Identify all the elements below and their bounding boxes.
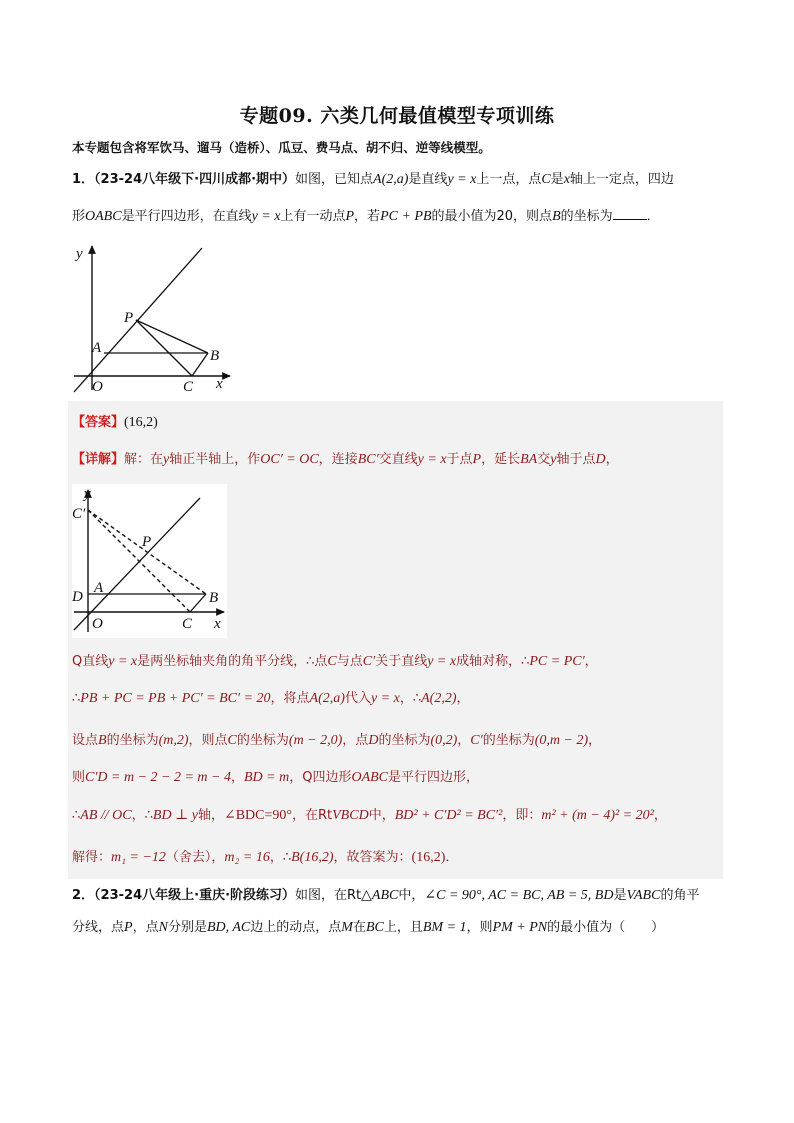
text: 的坐标为: [482, 733, 535, 748]
math: BC: [365, 920, 384, 935]
math: PC = PC′: [529, 654, 585, 669]
text: 成轴对称，: [456, 654, 522, 669]
text: 形: [72, 209, 86, 224]
text: 代入: [344, 691, 371, 706]
math: A(2,2): [421, 691, 457, 706]
math: △ABC: [361, 888, 399, 903]
label-B: B: [209, 590, 219, 606]
answer-tag: 【答案】: [72, 415, 125, 430]
label-D: D: [72, 589, 83, 605]
answer-value: (16,2): [124, 415, 158, 430]
segment-BC: [192, 353, 208, 376]
text: 是: [550, 172, 564, 187]
text: 关于直线: [375, 654, 428, 669]
text: 的坐标为: [236, 733, 289, 748]
text: 设点: [72, 733, 99, 748]
text: 是: [613, 888, 627, 903]
math: m₂ = 16: [224, 850, 270, 865]
q1-solution-figure: [72, 484, 227, 638]
text: ，: [230, 770, 244, 785]
text: 解：在: [124, 452, 164, 467]
text: ，点: [132, 920, 159, 935]
text: ，连接: [318, 452, 358, 467]
text: Q: [72, 654, 83, 669]
math: (16,2): [411, 850, 446, 865]
math: PB + PC = PB + PC′ = BC′ = 20: [80, 691, 271, 706]
math: M: [341, 920, 353, 935]
answer-blank: [613, 207, 647, 220]
label-C: C: [182, 616, 193, 632]
math: N: [158, 920, 168, 935]
label-x: x: [216, 376, 223, 392]
line-y-equals-x: [74, 248, 202, 392]
text: 的角平: [660, 888, 700, 903]
math: C: [327, 654, 337, 669]
math: ∠C = 90°, AC = BC, AB = 5, BD: [424, 888, 614, 903]
text: ，故答案为：: [333, 850, 412, 865]
text: 的坐标为: [560, 209, 613, 224]
text: 分别是: [167, 920, 207, 935]
label-y: y: [84, 486, 91, 502]
text: 是两坐标轴夹角的角平分线，: [137, 654, 307, 669]
label-O: O: [92, 379, 103, 395]
detail-line-5: [72, 768, 724, 788]
text: 的最小值为（ ）: [547, 920, 665, 935]
label-P: P: [142, 534, 152, 550]
text: 上一点，点: [476, 172, 542, 187]
detail-line-7: [72, 848, 724, 868]
text: ，: [605, 452, 619, 467]
text: 是平行四边形，: [388, 770, 480, 785]
text: 分线，点: [72, 920, 125, 935]
math: C′: [470, 733, 483, 748]
text: ．: [445, 850, 459, 865]
math: y = x: [447, 172, 477, 187]
text: 于点: [446, 452, 473, 467]
math: OABC: [85, 209, 122, 224]
text: 是平行四边形，在直线: [121, 209, 252, 224]
math: C′: [362, 654, 376, 669]
q2-number: 2．: [72, 888, 95, 903]
label-B: B: [210, 348, 220, 364]
text: ，则: [466, 920, 493, 935]
line-y-equals-x: [74, 498, 200, 630]
text: ∴: [72, 808, 81, 823]
q1-solution-diagram: [72, 484, 227, 634]
text: 交: [537, 452, 551, 467]
math: OC′ = OC: [260, 452, 319, 467]
text: ，∴: [269, 850, 292, 865]
math: B(16,2): [291, 850, 334, 865]
text: 的最小值为20，则点: [431, 209, 553, 224]
math: AB // OC: [80, 808, 132, 823]
label-O: O: [92, 616, 103, 632]
math: y = x: [427, 654, 457, 669]
q2-line-2: [72, 918, 724, 938]
text: 轴正半轴上，作: [169, 452, 261, 467]
math: P: [472, 452, 482, 467]
math: B: [98, 733, 107, 748]
math: A(2,a): [309, 691, 345, 706]
math: BD, AC: [206, 920, 251, 935]
math: VABC: [626, 888, 661, 903]
text: 的坐标为: [106, 733, 159, 748]
topic-intro: 本专题包含将军饮马、遛马（造桥）、瓜豆、费马点、胡不归、逆等线模型。: [72, 140, 491, 155]
detail-line-4: [72, 731, 724, 751]
text: 的坐标为: [378, 733, 431, 748]
math: BM = 1: [422, 920, 467, 935]
math: m² + (m − 4)² = 20²: [541, 808, 654, 823]
math: A(2,a): [373, 172, 409, 187]
math: y: [550, 452, 557, 467]
math: D: [368, 733, 379, 748]
segment-PC: [136, 320, 192, 376]
text: 是直线: [408, 172, 448, 187]
text: ，即：: [502, 808, 542, 823]
text: 如图，已知点: [295, 172, 374, 187]
q2-line-1: [72, 886, 724, 906]
q1-line-2: [72, 207, 724, 227]
q1-source: （23-24八年级下·四川成都·期中）: [94, 172, 296, 187]
text: ，Q四边形: [289, 770, 352, 785]
detail-line-3: [72, 689, 724, 709]
detail-line-6: [72, 806, 724, 826]
math: PC + PB: [380, 209, 432, 224]
page-title: 专题09. 六类几何最值模型专项训练: [239, 105, 555, 127]
math: y = x: [108, 654, 138, 669]
dashed-C2B: [88, 510, 206, 594]
math: PM + PN: [492, 920, 548, 935]
math: y = x: [251, 209, 281, 224]
q2-source: （23-24八年级上·重庆·阶段练习）: [94, 888, 296, 903]
math: B: [552, 209, 561, 224]
text: 上，且: [383, 920, 423, 935]
text: ，则点: [188, 733, 228, 748]
math: BA: [520, 452, 538, 467]
label-C: C: [183, 379, 194, 395]
segment-PB: [136, 320, 208, 353]
math: y = x: [417, 452, 447, 467]
text: 轴上一定点，四边: [569, 172, 674, 187]
text: ∴: [72, 691, 81, 706]
math: P: [124, 920, 133, 935]
text: 如图，在Rt: [295, 888, 362, 903]
q1-geometry-diagram: [70, 240, 240, 395]
text: ，: [457, 733, 471, 748]
label-A: A: [92, 340, 102, 356]
text: ．: [646, 209, 660, 224]
text: ，∴: [131, 808, 153, 823]
text: ，将点: [270, 691, 310, 706]
label-y: y: [76, 246, 83, 262]
text: ，∴: [399, 691, 422, 706]
text: （舍去），: [165, 850, 225, 865]
answer-line: [72, 413, 724, 433]
text: ，在Rt: [291, 808, 333, 823]
math: ∠BDC=90°: [223, 808, 292, 823]
text: 轴，: [197, 808, 224, 823]
label-x: x: [214, 616, 221, 632]
segment-BC: [190, 594, 206, 612]
math: (0,m − 2): [534, 733, 589, 748]
math: VBCD: [332, 808, 369, 823]
text: ，: [584, 654, 598, 669]
math: y: [163, 452, 170, 467]
text: ∴点: [306, 654, 328, 669]
math: BD ⊥ y: [152, 808, 198, 823]
math: x: [563, 172, 570, 187]
text: 直线: [82, 654, 109, 669]
text: 轴于点: [556, 452, 596, 467]
text: ，点: [342, 733, 369, 748]
math: BC′: [357, 452, 379, 467]
math: C′D = m − 2 − 2 = m − 4: [85, 770, 231, 785]
label-P: P: [124, 310, 134, 326]
detail-line-2: [72, 652, 724, 672]
label-C-prime: C′: [72, 506, 86, 522]
math: C: [541, 172, 551, 187]
math: (0,2): [430, 733, 458, 748]
detail-tag: 【详解】: [72, 452, 125, 467]
math: P: [345, 209, 355, 224]
text: 上有一动点: [280, 209, 346, 224]
label-A: A: [94, 580, 104, 596]
math: D: [595, 452, 606, 467]
math: BD = m: [244, 770, 290, 785]
text: 在: [352, 920, 366, 935]
math: C: [227, 733, 237, 748]
q1-number: 1．: [72, 172, 95, 187]
text: 中，: [368, 808, 395, 823]
text: ∴: [521, 654, 530, 669]
q1-line-1: [72, 170, 724, 190]
text: ，: [456, 691, 470, 706]
text: 与点: [336, 654, 363, 669]
math: OABC: [351, 770, 389, 785]
q1-figure: [70, 240, 240, 399]
text: 解得：: [72, 850, 112, 865]
text: ，: [653, 808, 667, 823]
math: BD² + C′D² = BC′²: [394, 808, 503, 823]
text: 交直线: [378, 452, 418, 467]
text: ，若: [354, 209, 381, 224]
math: m₁ = −12: [111, 850, 166, 865]
math: (m,2): [158, 733, 189, 748]
text: 边上的动点，点: [250, 920, 342, 935]
detail-line-1: [72, 450, 724, 470]
text: 中，: [398, 888, 425, 903]
text: ，延长: [481, 452, 521, 467]
text: ，: [588, 733, 602, 748]
text: 则: [72, 770, 86, 785]
math: y = x: [370, 691, 400, 706]
math: (m − 2,0): [288, 733, 343, 748]
